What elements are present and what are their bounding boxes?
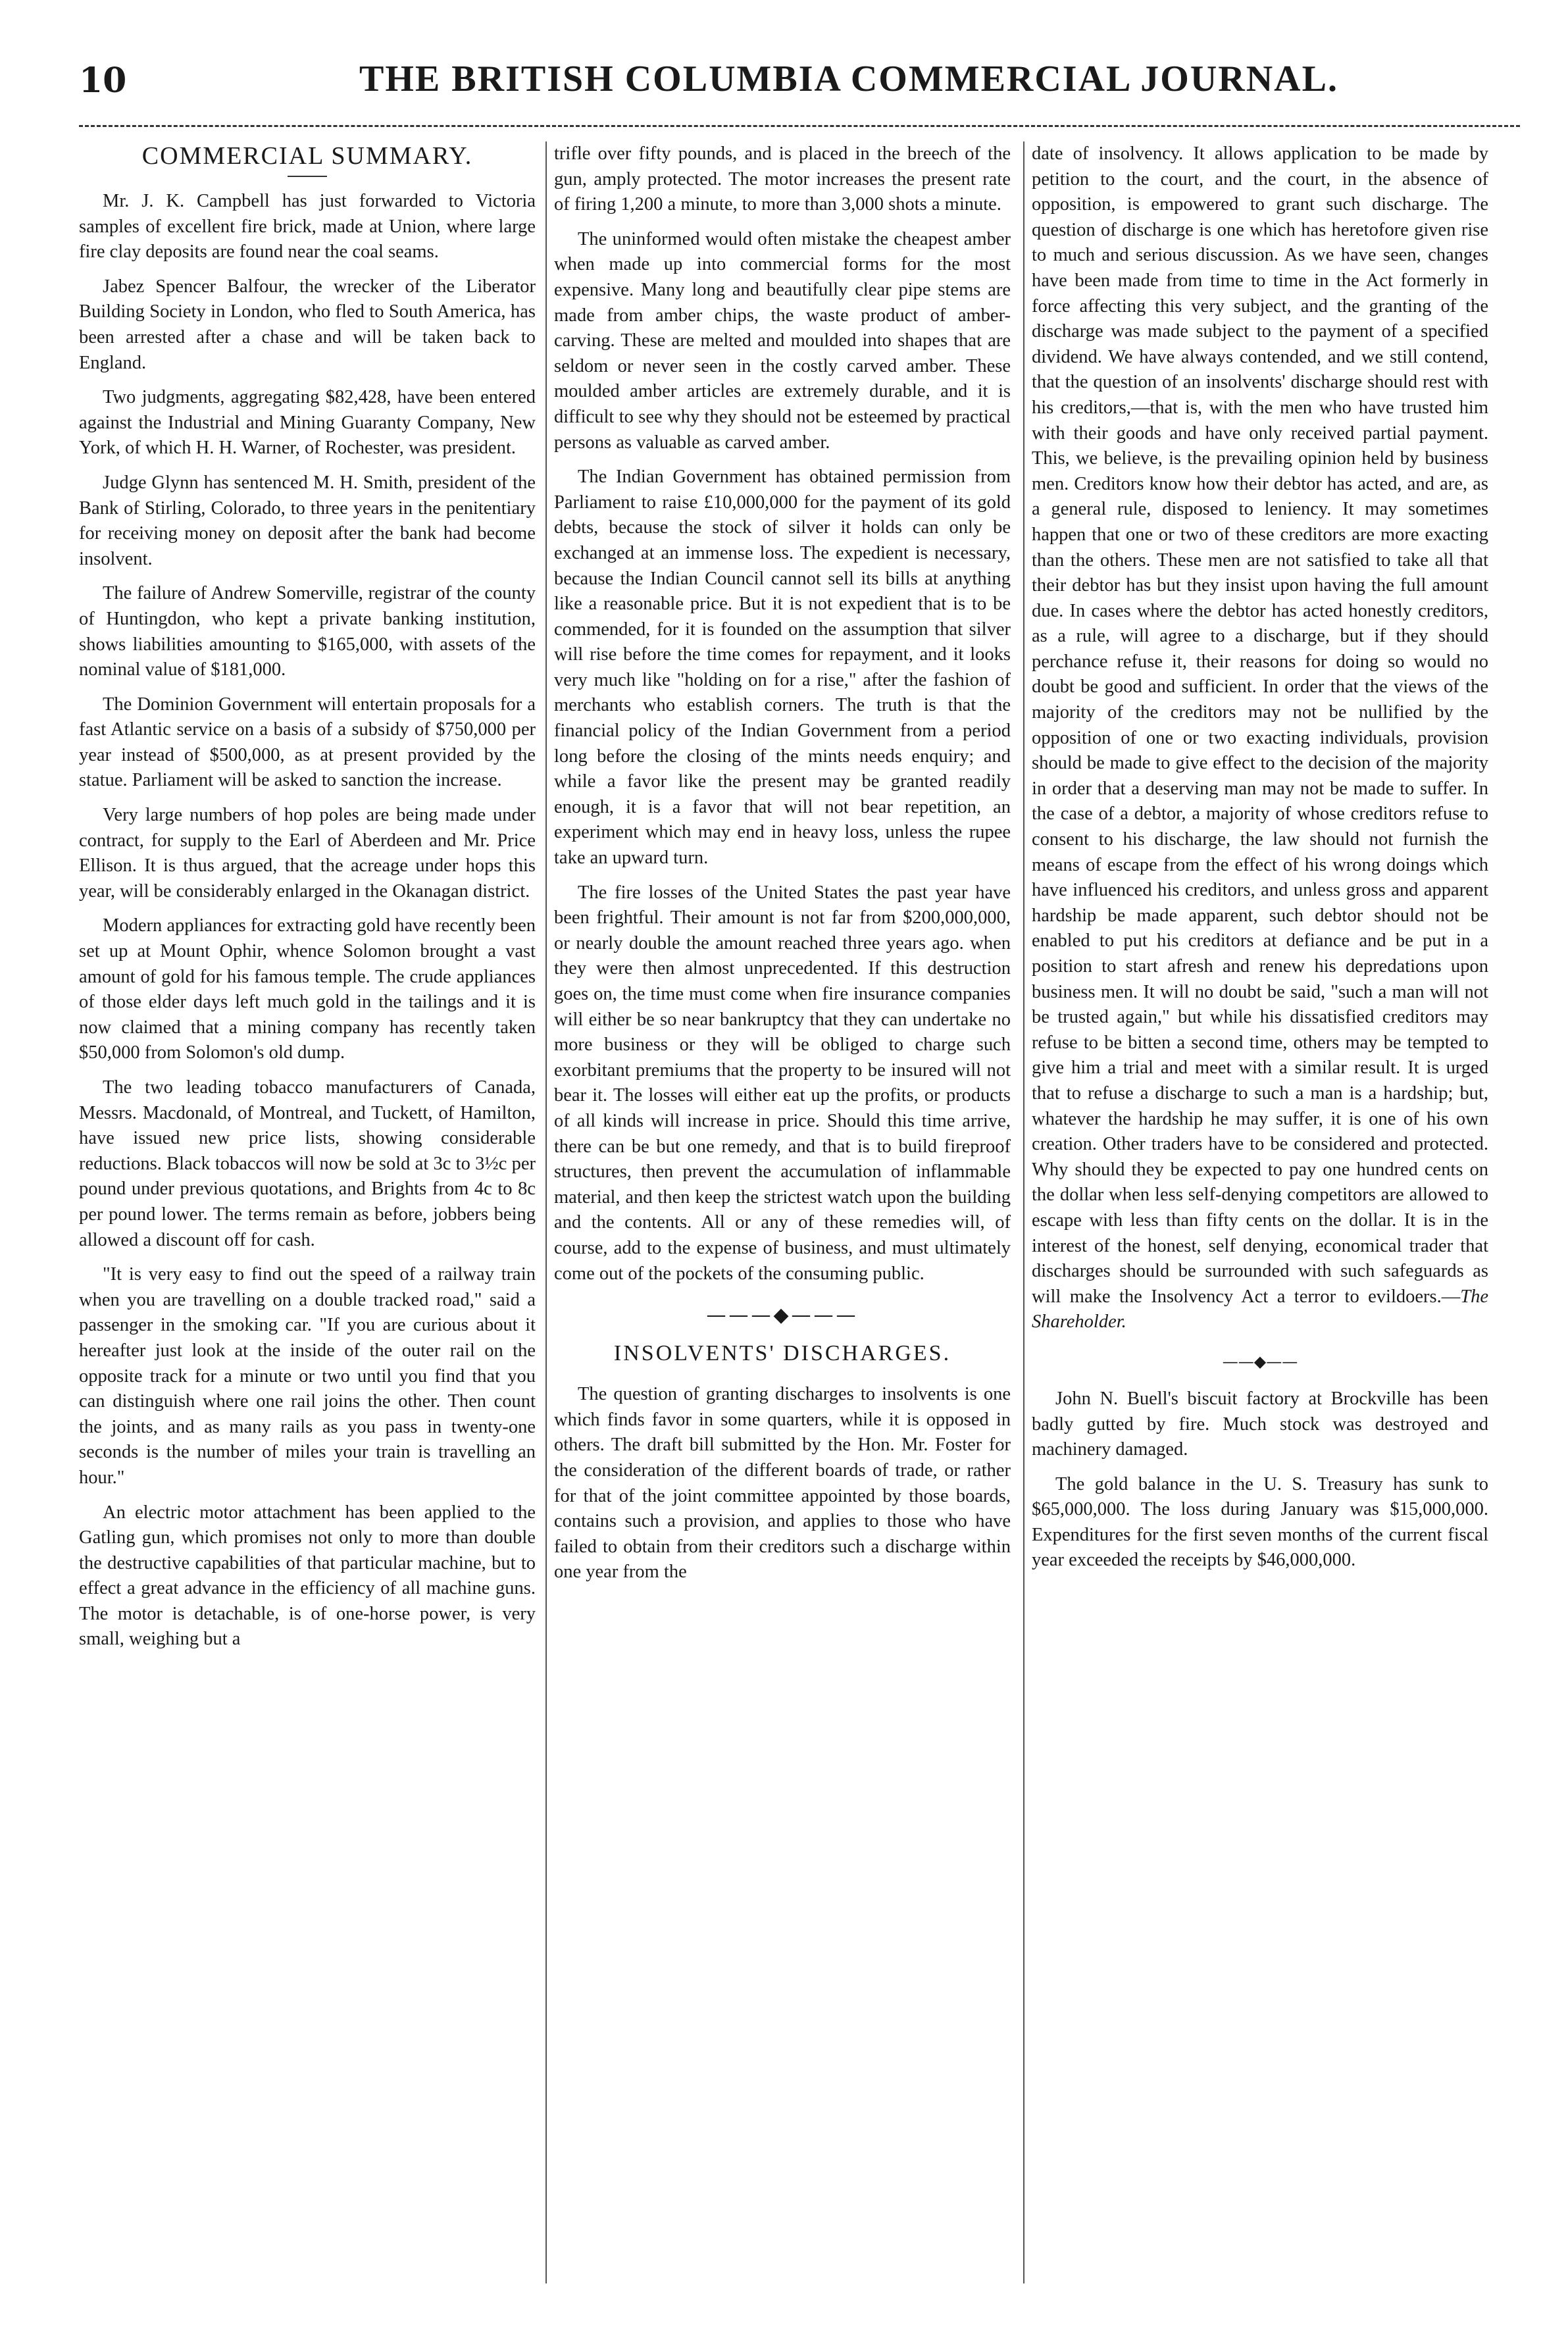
section-heading: COMMERCIAL SUMMARY. xyxy=(141,142,473,170)
article-paragraph: Very large numbers of hop poles are being made under contract, for supply to the Earl of Aberdeen and Mr. Price Ellison. It is thus argued, that the acreage under hops this year, will be considerably enlarged in the Okanagan district. xyxy=(79,805,536,902)
article-paragraph: Two judgments, aggregating $82,428, have been entered against the Industrial and Mining Guaranty Company, New York, of which H. H. Warner, of Rochester, was president. xyxy=(79,387,536,459)
article-paragraph: An electric motor attachment has been applied to the Gatling gun, which promises not only to more than double the destructive capabilities of that particular machine, but to effect a great advance in the efficiency of all machine guns. The motor is detachable, is of one-horse power, is very small, weighing but a xyxy=(79,1502,536,1650)
column-1 xyxy=(79,141,536,2300)
article-paragraph: Mr. J. K. Campbell has just forwarded to Victoria samples of excellent fire brick, made at Union, where large fire clay deposits are found near the coal seams. xyxy=(79,191,536,263)
article-paragraph: The fire losses of the United States the past year have been frightful. Their amount is not far from $200,000,000, or nearly double the amount reached three years ago. when they were then almost unprecedented. If this destruction goes on, the time must come when fire insurance companies will either be so near bankruptcy that they can undertake no more business or they will be obliged to charge such exorbitant premiums that the property to be insured will not bear it. The losses will either eat up the profits, or products of all kinds will increase in price. Should this time arrive, there can be but one remedy, and that is to build fireproof structures, then prevent the accumulation of inflammable material, and then keep the strictest watch upon the building and the contents. All or any of these remedies will, of course, add to the expense of business, and must ultimately come out of the pockets of the consuming public. xyxy=(554,882,1011,1284)
page-number: 10 xyxy=(79,61,127,101)
article-paragraph: Judge Glynn has sentenced M. H. Smith, president of the Bank of Stirling, Colorado, to three years in the penitentiary for receiving money on deposit after the bank had become insolvent. xyxy=(79,472,536,569)
article-paragraph: The Indian Government has obtained permission from Parliament to raise £10,000,000 for the payment of its gold debts, because the stock of silver it holds can only be exchanged at an immense loss. The expedient is necessary, because the Indian Council cannot sell its bills at anything like a reasonable price. But it is not expedient that is to be commended, for it is founded on the assumption that silver will rise before the time comes for repayment, and it looks very much like "holding on for a rise," after the fashion of merchants who establish corners. The truth is that the financial policy of the Indian Government from a period long before the closing of the mints needs enquiry; and while a favor like the present may be granted readily enough, it is a favor that will not bear repetition, an experiment which may end in heavy loss, unless the rupee take an upward turn. xyxy=(554,467,1011,869)
article-paragraph: The uninformed would often mistake the cheapest amber when made up into commercial forms for the most expensive. Many long and beautifully clear pipe stems are made from amber chips, the waste product of amber-carving. These are melted and moulded into shapes that are seldom or never seen in the costly carved amber. These moulded amber articles are extremely durable, and it is difficult to see why they should not be esteemed by practical persons as valuable as carved amber. xyxy=(554,228,1011,453)
column-rule xyxy=(1023,141,1024,2283)
article-paragraph: The gold balance in the U. S. Treasury has sunk to $65,000,000. The loss during January was $15,000,000. Expenditures for the first seven months of the current fiscal year exceeded the receipts by $46,000,000. xyxy=(1032,1473,1488,1571)
section-ornament: ——◆—— xyxy=(1222,1352,1298,1371)
article-paragraph: The two leading tobacco manufacturers of Canada, Messrs. Macdonald, of Montreal, and Tuckett, of Hamilton, have issued new price lists, showing considerable reductions. Black tobaccos will now be sold at 3c to 3½c per pound under previous quotations, and Brights from 4c to 8c per pound lower. The terms remain as before, jobbers being allowed a discount off for cash. xyxy=(79,1077,536,1250)
column-rule xyxy=(545,141,547,2283)
article-paragraph: Modern appliances for extracting gold have recently been set up at Mount Ophir, whence Solomon brought a vast amount of gold for his famous temple. The crude appliances of those elder days left much gold in the tailings and it is now claimed that a mining company has recently taken $50,000 from Solomon's old dump. xyxy=(79,915,536,1063)
article-paragraph: The failure of Andrew Somerville, registrar of the county of Huntingdon, who kept a private banking institution, shows liabilities amounting to $165,000, with assets of the nominal value of $181,000. xyxy=(79,583,536,680)
article-paragraph: John N. Buell's biscuit factory at Brockville has been badly gutted by fire. Much stock was destroyed and machinery damaged. xyxy=(1032,1388,1488,1460)
journal-title: THE BRITISH COLUMBIA COMMERCIAL JOURNAL. xyxy=(359,59,1338,99)
column-2 xyxy=(554,141,1011,2300)
article-paragraph: The question of granting discharges to insolvents is one which finds favor in some quarters, while it is opposed in others. The draft bill submitted by the Hon. Mr. Foster for the consideration of the different boards of trade, or rather for that of the joint committee appointed by those boards, contains such a provision, and applies to those who have failed to obtain from their creditors such a discharge within one year from the xyxy=(554,1384,1011,1583)
column-3 xyxy=(1032,141,1488,2300)
article-paragraph: The Dominion Government will entertain proposals for a fast Atlantic service on a basis of a subsidy of $750,000 per year instead of $500,000, as at present provided by the statue. Parliament will be asked to sanction the increase. xyxy=(79,694,536,791)
heading-rule xyxy=(288,176,327,177)
header-rule xyxy=(79,125,1520,127)
page-header xyxy=(79,54,1520,113)
article-paragraph: Jabez Spencer Balfour, the wrecker of the Liberator Building Society in London, who fled to South America, has been arrested after a chase and will be taken back to England. xyxy=(79,276,536,373)
article-text: date of insolvency. It allows application to be made by petition to the court, and the court, in the absence of opposition, is empowered to grant such discharge. The question of discharge is one which has heretofore given rise to much and serious discussion. As we have seen, changes have been made from time to time in the Act formerly in force affecting this very subject, and the granting of the discharge was made subject to the payment of a specified dividend. We have always contended, and we still contend, that the question of an insolvents' discharge should rest with his creditors,—that is, with the men who have trusted him with their goods and have only received partial payment. This, we believe, is the prevailing opinion held by business men. Creditors know how their debtor has acted, and are, as a general rule, disposed to leniency. It may sometimes happen that one or two of these creditors are more exacting than the others. These men are not satisfied to take all that their debtor has but they insist upon having the full amount due. In cases where the debtor has acted honestly creditors, as a rule, will agree to a discharge, but if they should perchance refuse it, their reasons for doing so would no doubt be good and sufficient. In order that the views of the majority of the creditors may not be nullified by the opposition of one or two exacting individuals, provision should be made to give effect to the decision of the majority in order that a deserving man may not be made to suffer. In the case of a debtor, a majority of whose creditors refuse to consent to his discharge, the law should not furnish the means of escape from the effect of his wrong doings which have influenced his creditors, and unless gross and apparent hardship be made apparent, such debtor should not be enabled to put his creditors at defiance and be put in a position to start afresh and renew his depredations upon business men. It will no doubt be said, "such a man will not be trusted again," but while his dissatisfied creditors may refuse to be bitten a second time, others may be tempted to give him a trial and meet with a similar result. It is urged that to refuse a discharge to such a man is a hardship; but, whatever the hardship he may suffer, it is one of his own creation. Other traders have to be considered and protected. Why should they be expected to pay one hundred cents on the dollar when less self-denying competitors are allowed to escape with less than fifty cents on the dollar. It is in the interest of the honest, self denying, economical trader that discharges should be surrounded with such safeguards as will make the Insolvency Act a terror to evildoers.— xyxy=(1032,143,1488,1307)
section-ornament: ———◆——— xyxy=(706,1304,859,1327)
attribution: The Shareholder. xyxy=(1032,1286,1488,1333)
article-paragraph: trifle over fifty pounds, and is placed in the breech of the gun, amply protected. The motor increases the present rate of firing 1,200 a minute, to more than 3,000 shots a minute. xyxy=(554,143,1011,215)
article-paragraph xyxy=(1032,141,1488,1335)
article-paragraph: "It is very easy to find out the speed of a railway train when you are travelling on a double tracked road," said a passenger in the smoking car. "If you are curious about it hereafter just look at the inside of the outer rail on the opposite track for a minute or two until you find that you can distinguish where one rail joins the other. Then count the joints, and as many rails as you pass in twenty-one seconds is the number of miles your train is travelling an hour." xyxy=(79,1264,536,1488)
article-heading: INSOLVENTS' DISCHARGES. xyxy=(613,1341,951,1366)
